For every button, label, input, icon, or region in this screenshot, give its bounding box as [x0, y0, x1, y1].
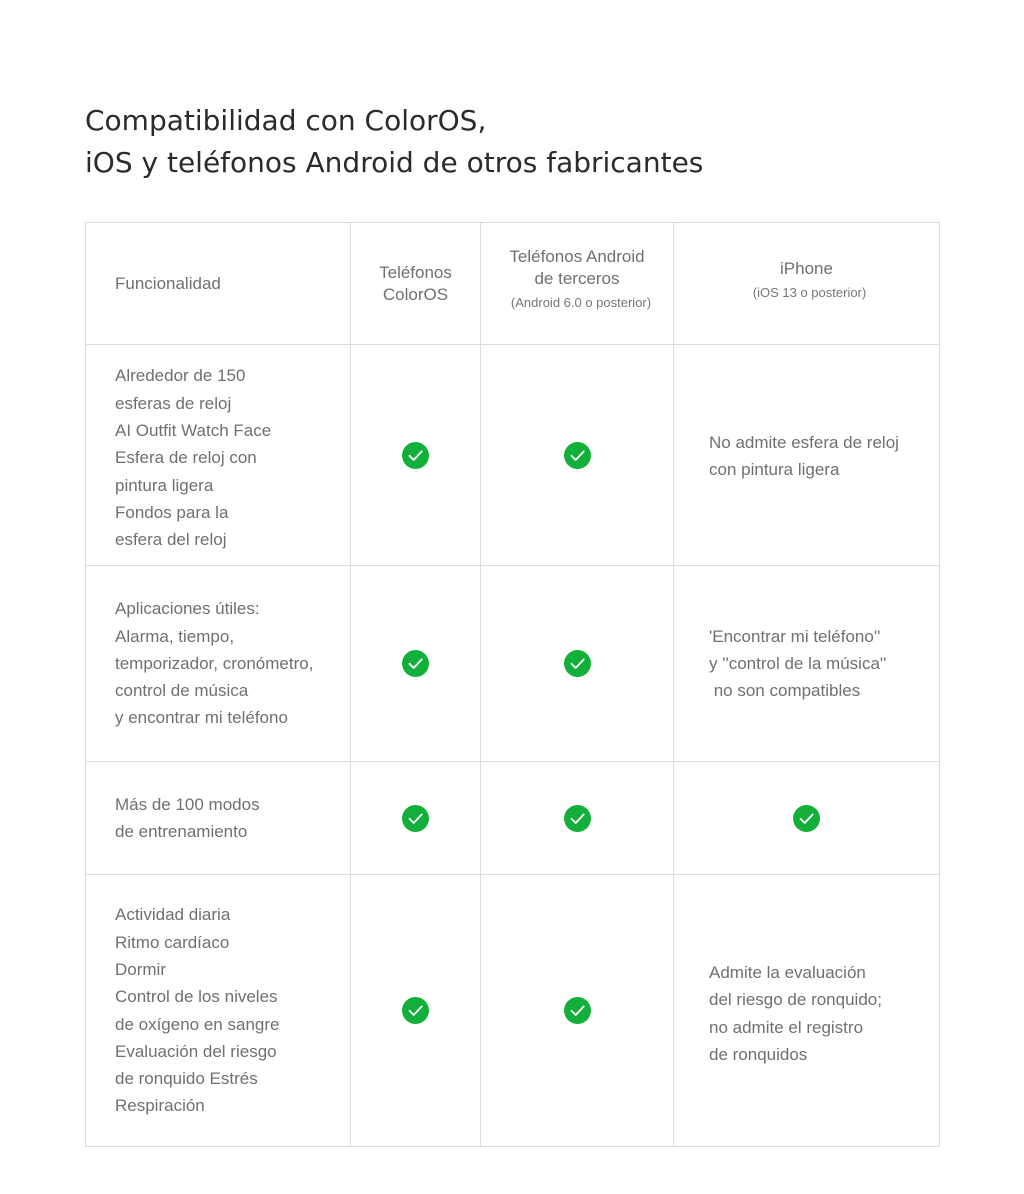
header-coloros-line-2: ColorOS: [382, 284, 449, 304]
check-icon: [564, 997, 591, 1024]
row-2-iphone-line: y ''control de la música'': [709, 653, 887, 673]
header-feature-label: Funcionalidad: [115, 273, 221, 293]
row-4-iphone: [674, 875, 940, 1146]
header-android-line-2: de terceros: [534, 268, 620, 288]
row-3-coloros: [351, 762, 481, 874]
page-title-line-1: Compatibilidad con ColorOS,: [85, 104, 487, 137]
row-1-feature-line: Fondos para la: [115, 502, 229, 522]
row-4-android: [481, 875, 674, 1146]
row-2-feature-line: temporizador, cronómetro,: [115, 653, 314, 673]
row-1-android: [481, 345, 674, 565]
row-1-feature-line: pintura ligera: [115, 475, 214, 495]
row-2-iphone-line: no son compatibles: [709, 681, 861, 701]
row-3-android: [481, 762, 674, 874]
row-4-iphone-line: no admite el registro: [709, 1017, 864, 1037]
row-4-feature-line: Actividad diaria: [115, 905, 231, 925]
check-icon: [402, 442, 429, 469]
header-android-note: (Android 6.0 o posterior): [510, 294, 652, 310]
header-iphone: [674, 223, 940, 344]
row-3-feature-line: Más de 100 modos: [115, 794, 260, 814]
row-1-feature: [86, 345, 351, 565]
check-icon: [564, 805, 591, 832]
row-4-feature-line: Respiración: [115, 1096, 205, 1116]
row-1-iphone-line: con pintura ligera: [709, 460, 840, 479]
compatibility-table: [85, 222, 940, 1147]
row-1-feature-line: Esfera de reloj con: [115, 448, 257, 468]
page-title-line-2: iOS y teléfonos Android de otros fabricantes: [85, 146, 704, 179]
header-feature: [86, 223, 351, 344]
row-4-feature: [86, 875, 351, 1146]
row-4-feature-line: de ronquido Estrés: [115, 1069, 258, 1089]
row-1-coloros: [351, 345, 481, 565]
row-4-iphone-line: del riesgo de ronquido;: [709, 990, 882, 1010]
row-2-feature-line: y encontrar mi teléfono: [115, 708, 288, 728]
row-4-feature-line: Evaluación del riesgo: [115, 1041, 277, 1061]
row-2-feature: [86, 566, 351, 761]
header-iphone-note: (iOS 13 o posterior): [752, 284, 867, 300]
row-4-coloros: [351, 875, 481, 1146]
row-2-feature-line: control de música: [115, 681, 249, 701]
row-1-feature-line: esfera del reloj: [115, 530, 227, 550]
row-4-feature-line: Control de los niveles: [115, 987, 278, 1007]
row-2-iphone-line: 'Encontrar mi teléfono'': [709, 626, 881, 646]
header-coloros: [351, 223, 481, 344]
row-2-android: [481, 566, 674, 761]
header-coloros-line-1: Teléfonos: [379, 262, 452, 282]
check-icon: [402, 805, 429, 832]
row-1-iphone-line: No admite esfera de reloj: [709, 432, 899, 452]
table-row: [86, 875, 940, 1147]
row-4-iphone-line: de ronquidos: [709, 1044, 808, 1064]
header-android-line-1: Teléfonos Android: [509, 246, 645, 266]
row-4-feature-line: Ritmo cardíaco: [115, 932, 230, 952]
header-android: [481, 223, 674, 344]
row-1-iphone: [674, 345, 940, 565]
row-1-feature-line: Alrededor de 150: [115, 366, 246, 386]
row-3-feature: [86, 762, 351, 874]
row-1-feature-line: esferas de reloj: [115, 393, 232, 413]
table-row: [86, 345, 940, 566]
row-4-feature-line: de oxígeno en sangre: [115, 1014, 280, 1034]
check-icon: [564, 650, 591, 677]
row-2-coloros: [351, 566, 481, 761]
table-row: [86, 762, 940, 875]
header-iphone-label: iPhone: [780, 258, 833, 278]
check-icon: [793, 805, 820, 832]
check-icon: [564, 442, 591, 469]
table-row: [86, 566, 940, 762]
check-icon: [402, 997, 429, 1024]
row-1-feature-line: AI Outfit Watch Face: [115, 421, 272, 441]
row-3-feature-line: de entrenamiento: [115, 822, 248, 841]
table-header-row: [86, 223, 940, 345]
row-3-iphone: [674, 762, 940, 874]
row-2-iphone: [674, 566, 940, 761]
check-icon: [402, 650, 429, 677]
row-2-feature-line: Aplicaciones útiles:: [115, 599, 260, 619]
row-2-feature-line: Alarma, tiempo,: [115, 626, 235, 646]
page-title: [85, 100, 703, 184]
row-4-feature-line: Dormir: [115, 959, 166, 979]
row-4-iphone-line: Admite la evaluación: [709, 962, 866, 982]
